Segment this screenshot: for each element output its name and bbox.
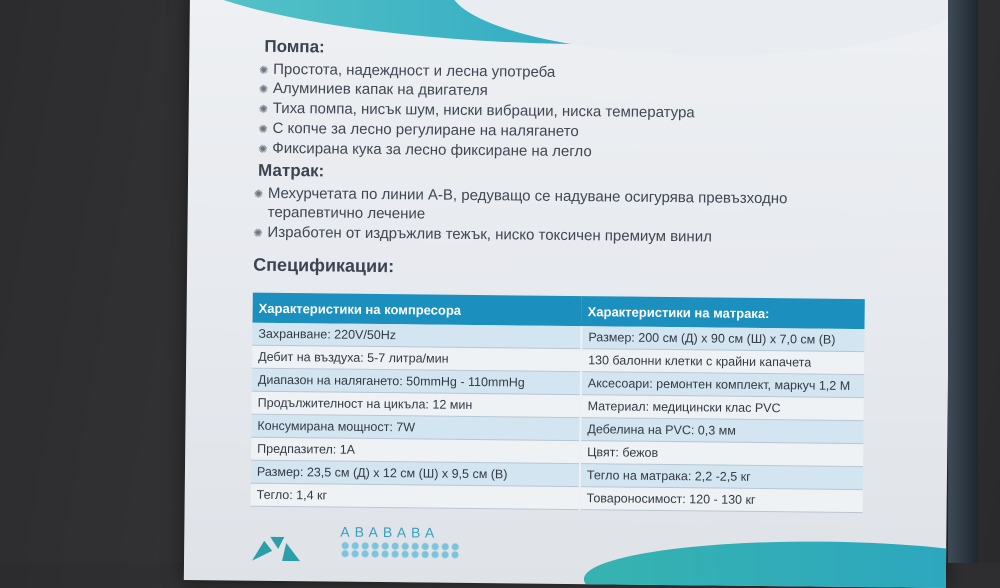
mattress-heading: Матрак: <box>258 160 325 181</box>
bullet-icon: ✺ <box>259 64 269 77</box>
mattress-col-header: Характеристики на матрака: <box>582 296 865 329</box>
compressor-cell: Продължителност на цикъла: 12 мин <box>252 391 581 417</box>
pump-item-4: ✺ С копче за лесно регулиране на налягането <box>258 119 579 141</box>
brand-logo-text: АВАВАВА <box>340 523 440 541</box>
bullet-icon: ✺ <box>258 123 268 136</box>
compressor-cell: Дебит на въздуха: 5-7 литра/мин <box>252 345 581 371</box>
mattress-item-1-cont: терапевтично лечение <box>267 203 426 223</box>
bullet-icon: ✺ <box>253 227 263 240</box>
compressor-cell: Размер: 23,5 см (Д) х 12 см (Ш) х 9,5 см (В) <box>251 460 580 486</box>
box-side-edge <box>948 0 978 563</box>
bullet-icon: ✺ <box>258 103 269 116</box>
mattress-item-1: ✺ Мехурчетата по линии A-B, редуващо се надуване осигурява превъзходно <box>253 184 788 208</box>
compressor-col-header: Характеристики на компресора <box>253 293 582 326</box>
mattress-cell: Размер: 200 см (Д) х 90 см (Ш) х 7,0 см (В) <box>581 326 864 351</box>
specs-heading: Спецификации: <box>253 254 395 277</box>
compressor-cell: Тегло: 1,4 кг <box>251 483 580 509</box>
mattress-cell: 130 балонни клетки с крайни капачета <box>581 349 864 375</box>
compressor-cell: Диапазон на налягането: 50mmHg - 110mmHg <box>252 368 581 394</box>
product-box-panel <box>184 0 952 588</box>
pump-heading: Помпа: <box>264 36 325 57</box>
mattress-cell: Дебелина на PVC: 0,3 мм <box>580 418 863 444</box>
brand-dot-pattern <box>340 542 460 559</box>
recycle-icon <box>242 523 312 564</box>
mattress-cell: Товароносимост: 120 - 130 кг <box>580 487 863 513</box>
bullet-icon: ✺ <box>258 83 269 96</box>
pump-item-3: ✺ Тиха помпа, нисък шум, ниски вибрации, ниска температура <box>258 99 695 122</box>
top-wave-cutout <box>449 0 952 58</box>
mattress-item-2: ✺ Изработен от издръжлив тежък, ниско токсичен премиум винил <box>253 223 712 246</box>
mattress-cell: Аксесоари: ремонтен комплект, маркуч 1,2 М <box>581 372 864 398</box>
pump-item-2: ✺ Алуминиев капак на двигателя <box>258 79 488 100</box>
mattress-cell: Тегло на матрака: 2,2 -2,5 кг <box>580 464 863 490</box>
specs-table <box>251 293 865 513</box>
bullet-icon: ✺ <box>253 188 264 201</box>
mattress-cell: Материал: медицински клас PVC <box>581 395 864 421</box>
pump-item-1: ✺ Простота, надеждност и лесна употреба <box>259 60 556 81</box>
pump-item-5: ✺ Фиксирана кука за лесно фиксиране на легло <box>258 139 592 161</box>
bottom-wave-decoration <box>583 539 952 588</box>
mattress-cell: Цвят: бежов <box>580 441 863 467</box>
compressor-cell: Консумирана мощност: 7W <box>251 414 580 440</box>
bullet-icon: ✺ <box>258 143 268 156</box>
compressor-cell: Предпазител: 1А <box>251 437 580 463</box>
compressor-cell: Захранване: 220V/50Hz <box>252 323 581 349</box>
